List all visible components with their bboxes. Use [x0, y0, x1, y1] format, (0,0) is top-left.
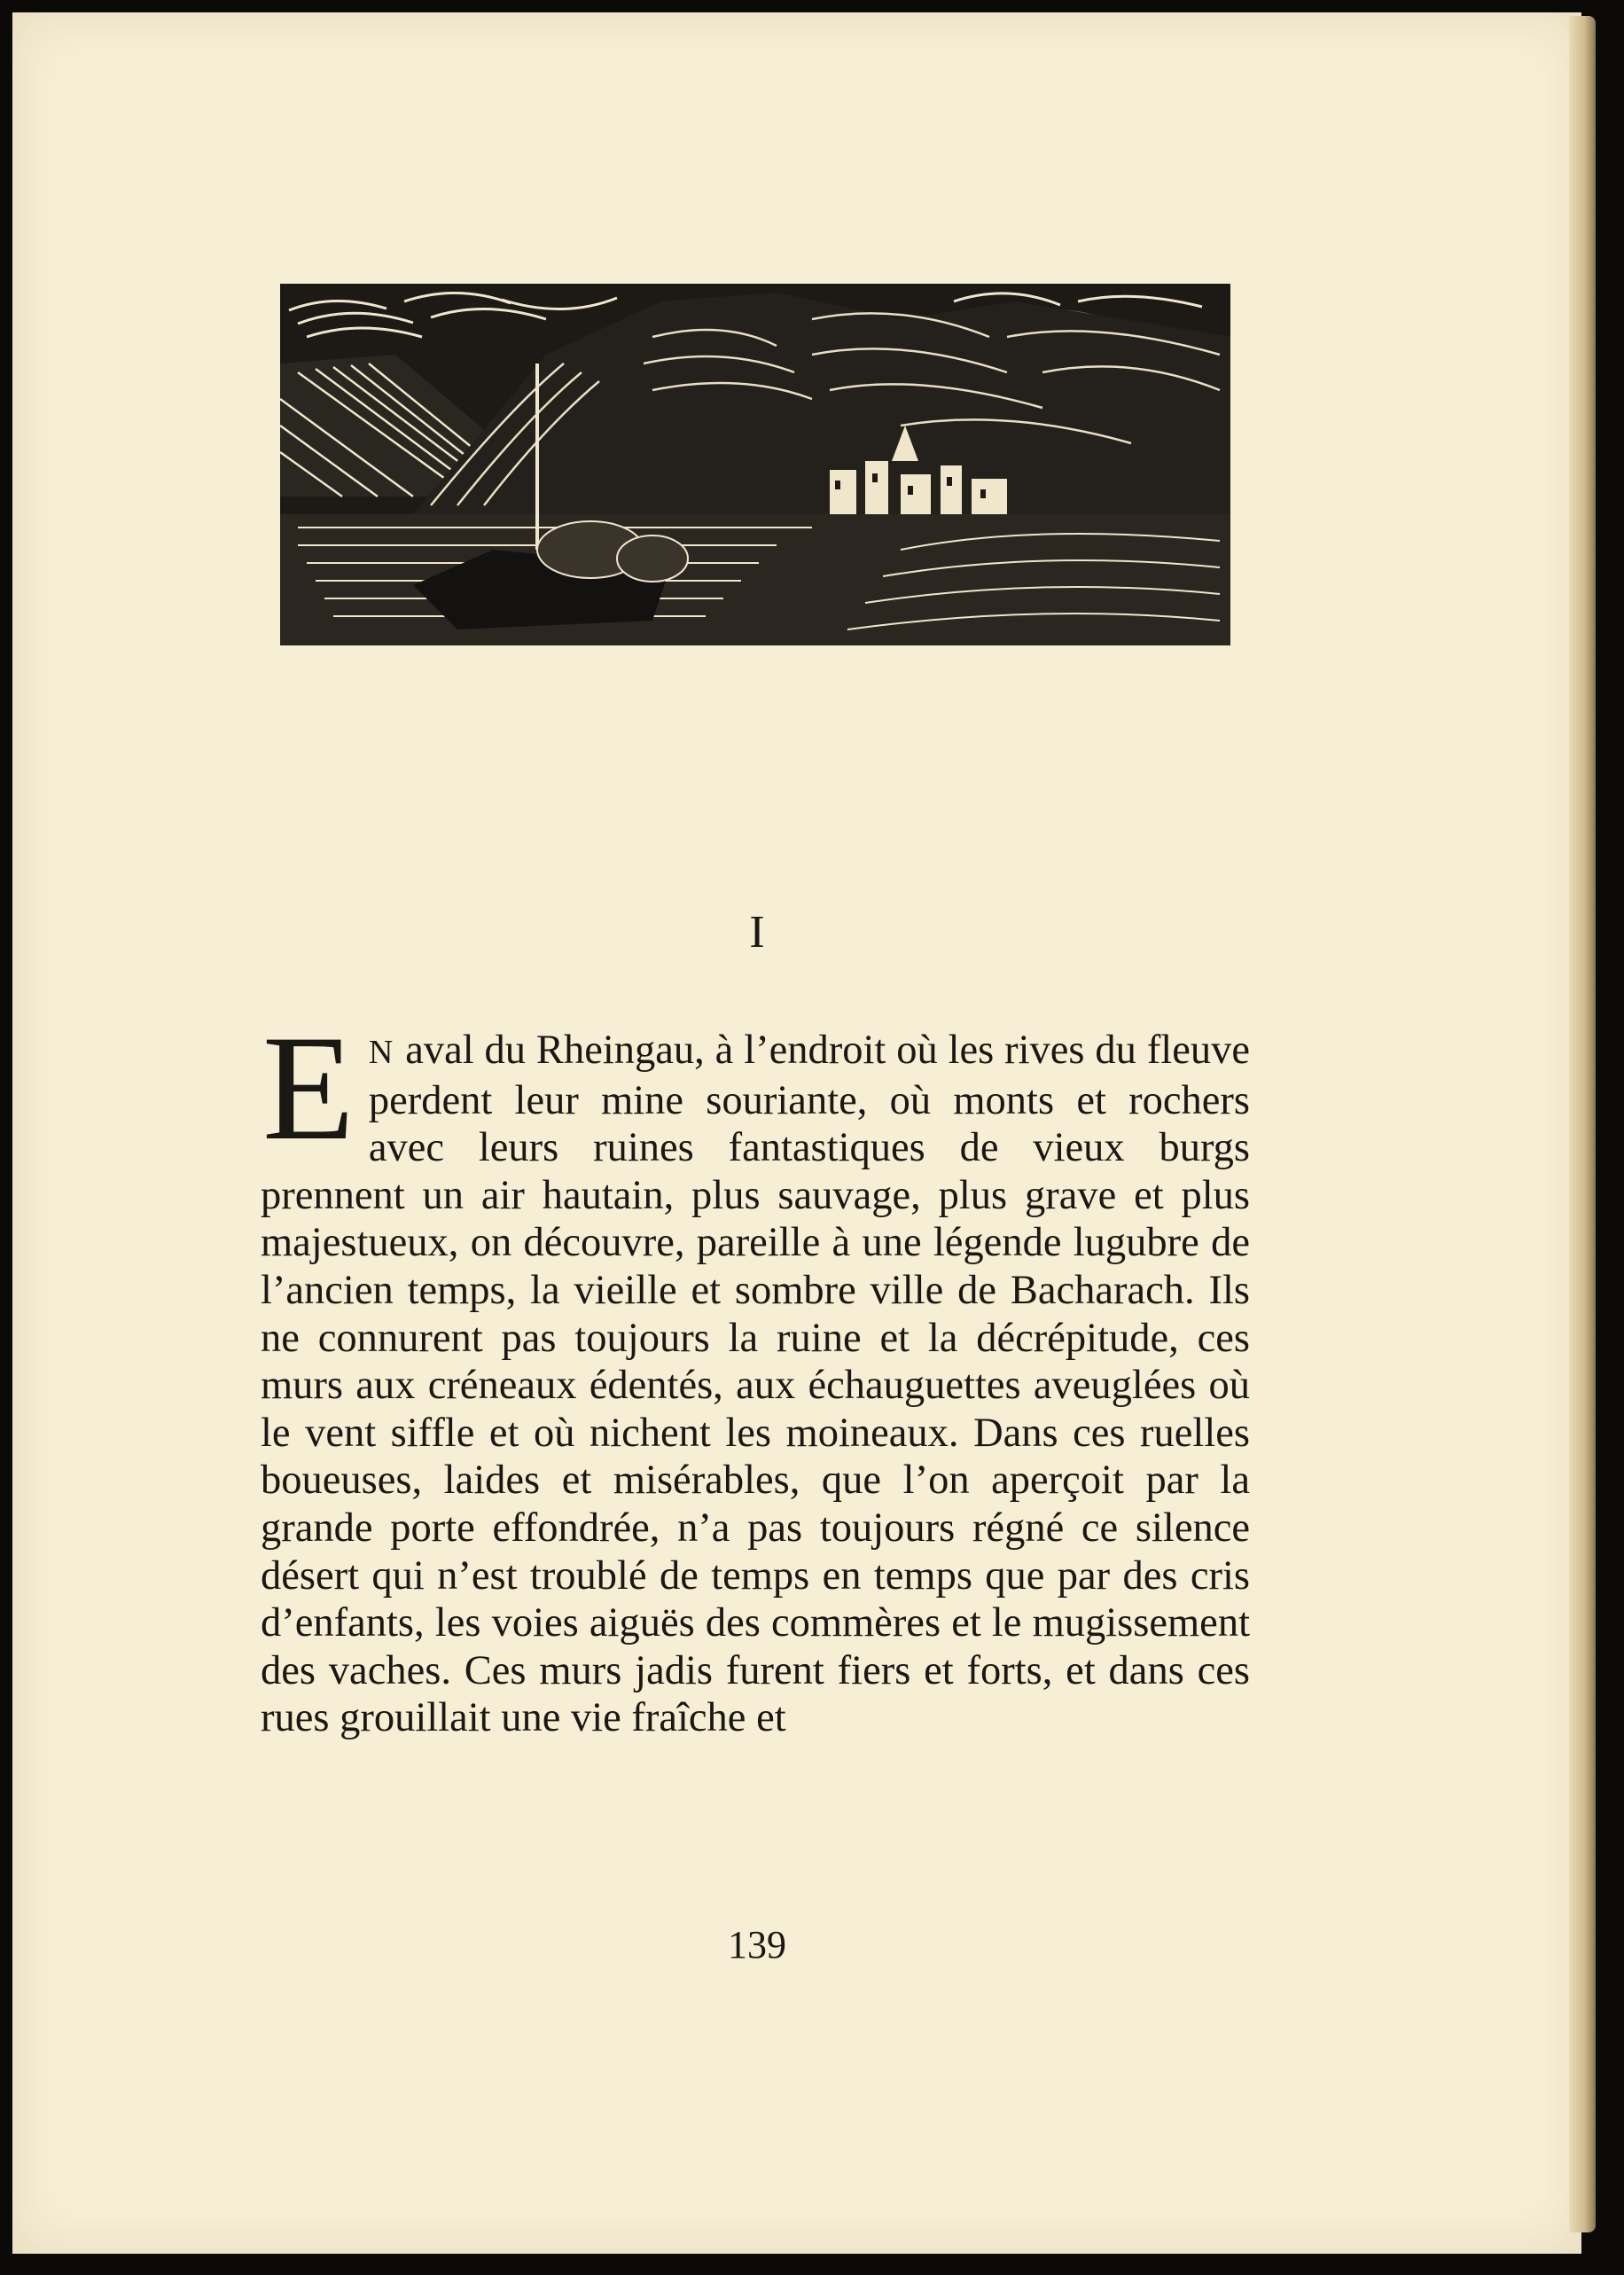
chapter-number: I — [749, 907, 765, 958]
page-edge — [1569, 16, 1596, 2232]
first-word-rest: N — [368, 1034, 395, 1071]
body-text — [261, 1005, 1250, 1742]
woodcut-vignette — [280, 284, 1230, 645]
book-page — [12, 12, 1581, 2254]
dropcap-letter: E — [262, 1005, 355, 1171]
page-number: 139 — [728, 1923, 786, 1966]
paragraph-text: aval du Rheingau, à l’endroit où les rives du fleuve perdent leur mine souriante, où monts et rochers avec leurs ruines fantastiques de vieux burgs prennent un air hautain, plus sauvage, plus grave et plus majestueux, on découvre, pareille à une légende lugubre de l’ancien temps, la vieille et sombre ville de Bacharach. Ils ne connurent pas toujours la ruine et la décrépitude, ces murs aux créneaux édentés, aux échauguettes aveuglées où le vent siffle et où nichent les moineaux. Dans ces ruelles boueuses, laides et misérables, que l’on aperçoit par la grande porte effondrée, n’a pas toujours régné ce silence désert qui n’est troublé de temps en temps que par des cris d’enfants, les voies aiguës des commères et le mugissement des vaches. Ces murs jadis furent fiers et forts, et dans ces rues grouillait une vie fraîche et — [261, 1028, 1250, 1741]
